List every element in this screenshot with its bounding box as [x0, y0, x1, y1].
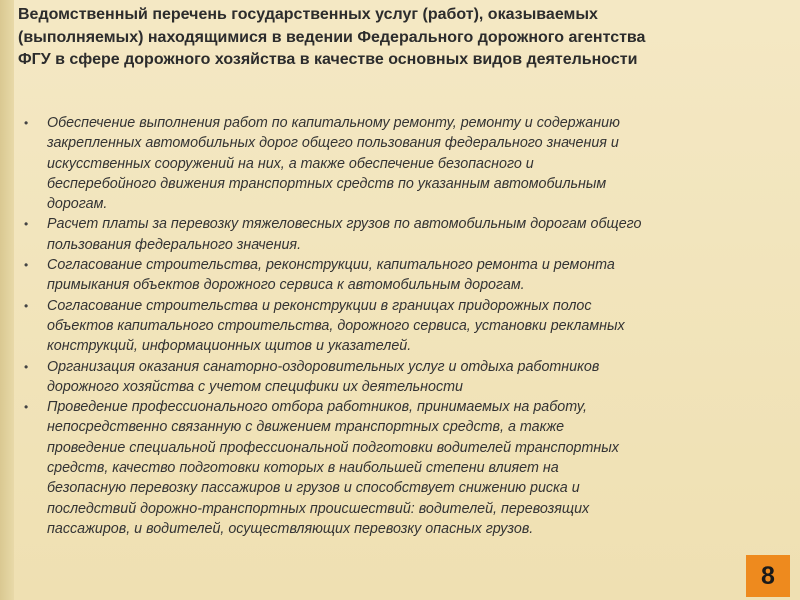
item-line: Расчет платы за перевозку тяжеловесных грузов по автомобильным дорогам общего — [47, 216, 642, 233]
item-line: дорогам. — [47, 196, 108, 213]
item-line: пассажиров, и водителей, осуществляющих перевозку опасных грузов. — [47, 520, 534, 537]
bullet-icon: • — [24, 298, 29, 313]
list-item — [24, 357, 764, 398]
item-line: Организация оказания санаторно-оздоровительных услуг и отдыха работников — [47, 358, 600, 375]
item-line: Согласование строительства и реконструкции в границах придорожных полос — [47, 297, 592, 314]
item-line: примыкания объектов дорожного сервиса к автомобильным дорогам. — [47, 277, 525, 294]
item-line: бесперебойного движения транспортных средств по указанным автомобильным — [47, 175, 607, 192]
item-line: пользования федерального значения. — [47, 236, 302, 253]
list-item — [24, 255, 764, 296]
item-line: Согласование строительства, реконструкции, капитального ремонта и ремонта — [47, 257, 615, 274]
item-line: Проведение профессионального отбора работников, принимаемых на работу, — [47, 399, 588, 416]
title-line: Ведомственный перечень государственных услуг (работ), оказываемых — [18, 6, 598, 23]
bullet-icon: • — [24, 258, 29, 273]
bullet-icon: • — [24, 359, 29, 374]
list-item — [24, 296, 764, 357]
item-line: безопасную перевозку пассажиров и грузов и способствует снижению риска и — [47, 480, 580, 497]
item-line: конструкций, информационных щитов и указателей. — [47, 338, 412, 355]
list-item — [24, 214, 764, 255]
left-decor-bar — [0, 0, 14, 600]
item-line: искусственных сооружений на них, а также обеспечение безопасного и — [47, 155, 534, 172]
list-item — [24, 113, 764, 214]
item-line: проведение специальной профессиональной подготовки водителей транспортных — [47, 439, 619, 456]
bullet-icon: • — [24, 217, 29, 232]
bullet-icon: • — [24, 400, 29, 415]
page-number-badge: 8 — [746, 555, 790, 597]
title-line: ФГУ в сфере дорожного хозяйства в качестве основных видов деятельности — [18, 51, 638, 68]
services-list — [24, 113, 764, 539]
item-line: средств, качество подготовки которых в наибольшей степени влияет на — [47, 460, 559, 477]
item-line: закрепленных автомобильных дорог общего пользования федерального значения и — [47, 135, 619, 152]
item-line: Обеспечение выполнения работ по капитальному ремонту, ремонту и содержанию — [47, 115, 620, 131]
list-item — [24, 397, 764, 539]
item-line: дорожного хозяйства с учетом специфики их деятельности — [47, 378, 464, 395]
bullet-icon: • — [24, 116, 29, 130]
item-line: непосредственно связанную с движением транспортных средств, а также — [47, 419, 565, 436]
title-line: (выполняемых) находящимися в ведении Федерального дорожного агентства — [18, 28, 646, 46]
item-line: объектов капитального строительства, дорожного сервиса, установки рекламных — [47, 317, 625, 334]
item-line: последствий дорожно-транспортных происшествий: водителей, перевозящих — [47, 500, 590, 517]
slide-title — [18, 4, 788, 72]
